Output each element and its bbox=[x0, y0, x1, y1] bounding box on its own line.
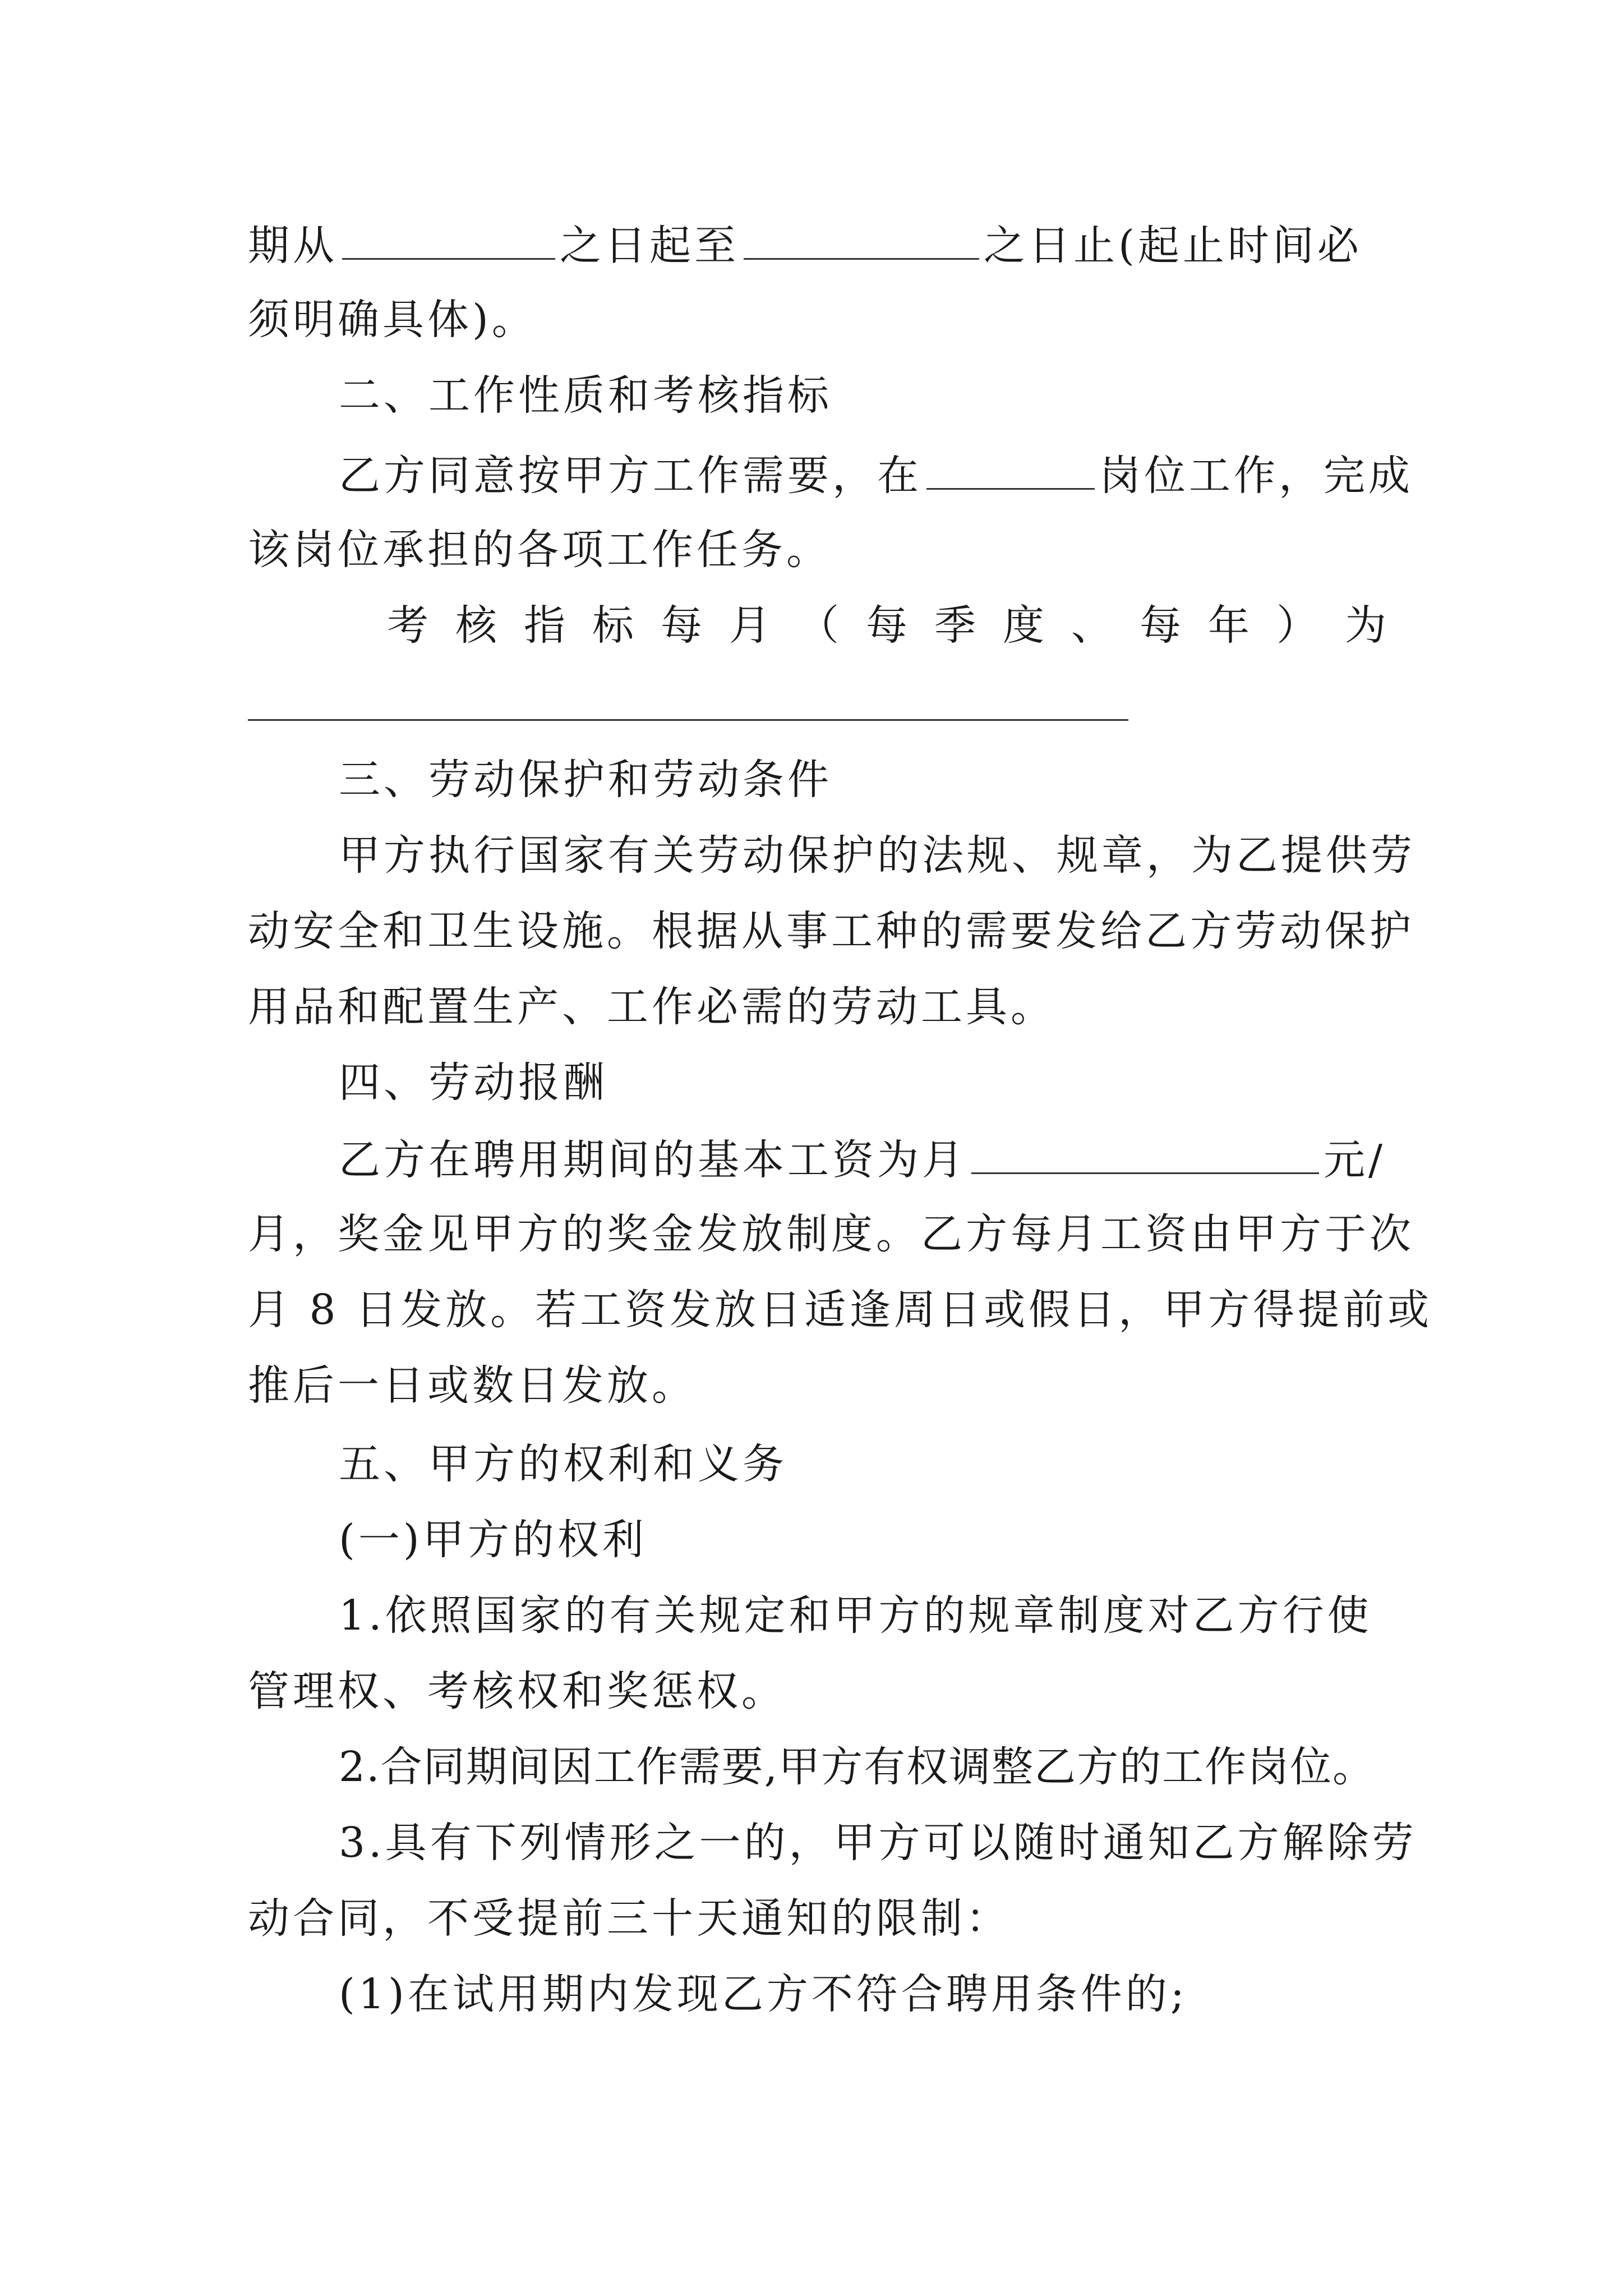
text-segment: 之日起至 bbox=[560, 222, 739, 270]
text-segment: 乙方同意按甲方工作需要，在 bbox=[339, 452, 922, 500]
section-heading-2: 二、工作性质和考核指标 bbox=[339, 371, 832, 420]
list-item-1-continued: 管理权、考核权和奖惩权。 bbox=[248, 1667, 786, 1715]
assessment-blank-line bbox=[248, 719, 1128, 721]
spaced-char: 每 bbox=[1140, 601, 1181, 650]
list-item-3-continued: 动合同，不受提前三十天通知的限制： bbox=[248, 1894, 1011, 1943]
spaced-char: 每 bbox=[661, 601, 702, 650]
paragraph-line: 该岗位承担的各项工作任务。 bbox=[248, 526, 831, 574]
contract-term-line bbox=[248, 219, 1386, 269]
list-item-3-1: (1)在试用期内发现乙方不符合聘用条件的; bbox=[339, 1970, 1188, 2018]
start-date-blank bbox=[342, 219, 555, 260]
text-segment: 乙方在聘用期间的基本工资为月 bbox=[339, 1136, 967, 1184]
spaced-char: 考 bbox=[387, 601, 428, 650]
section-heading-3: 三、劳动保护和劳动条件 bbox=[339, 756, 832, 804]
spaced-char: 标 bbox=[592, 601, 634, 650]
position-line bbox=[339, 449, 1413, 500]
section-heading-5: 五、甲方的权利和义务 bbox=[339, 1440, 787, 1488]
paragraph-line: 月 8 日发放。若工资发放日适逢周日或假日，甲方得提前或 bbox=[248, 1286, 1433, 1334]
paragraph-line: 须明确具体)。 bbox=[248, 296, 537, 344]
end-date-blank bbox=[744, 219, 979, 260]
spaced-char: 指 bbox=[524, 601, 565, 650]
salary-line bbox=[339, 1133, 1386, 1184]
spaced-char: 季 bbox=[934, 601, 976, 650]
text-segment: 岗位工作，完成 bbox=[1099, 452, 1413, 500]
section-heading-4: 四、劳动报酬 bbox=[339, 1059, 608, 1107]
spaced-char: ） bbox=[1276, 601, 1318, 650]
paragraph-line: 甲方执行国家有关劳动保护的法规、规章，为乙提供劳 bbox=[339, 831, 1415, 880]
paragraph-line: 动安全和卫生设施。根据从事工种的需要发给乙方劳动保护 bbox=[248, 907, 1414, 955]
paragraph-line: 月，奖金见甲方的奖金发放制度。乙方每月工资由甲方于次 bbox=[248, 1210, 1414, 1258]
spaced-char: 度 bbox=[1003, 601, 1044, 650]
spaced-char: 每 bbox=[866, 601, 907, 650]
spaced-char: （ bbox=[797, 601, 839, 650]
position-blank bbox=[926, 449, 1095, 490]
text-segment: 期从 bbox=[248, 222, 338, 270]
subsection-heading: (一)甲方的权利 bbox=[339, 1516, 647, 1564]
spaced-char: 、 bbox=[1071, 601, 1113, 650]
paragraph-line: 推后一日或数日发放。 bbox=[248, 1361, 697, 1410]
spaced-char: 为 bbox=[1345, 601, 1386, 650]
spaced-char: 月 bbox=[729, 601, 771, 650]
text-segment: 之日止(起止时间必 bbox=[984, 222, 1362, 270]
spaced-char: 年 bbox=[1208, 601, 1249, 650]
assessment-index-line bbox=[387, 600, 1386, 651]
salary-blank bbox=[971, 1133, 1319, 1174]
text-segment: 元/ bbox=[1324, 1136, 1386, 1184]
list-item-2: 2.合同期间因工作需要,甲方有权调整乙方的工作岗位。 bbox=[339, 1743, 1376, 1791]
spaced-char: 核 bbox=[455, 601, 497, 650]
paragraph-line: 用品和配置生产、工作必需的劳动工具。 bbox=[248, 983, 1055, 1031]
list-item-1: 1.依照国家的有关规定和甲方的规章制度对乙方行使 bbox=[339, 1591, 1372, 1640]
list-item-3: 3.具有下列情形之一的，甲方可以随时通知乙方解除劳 bbox=[339, 1819, 1417, 1867]
